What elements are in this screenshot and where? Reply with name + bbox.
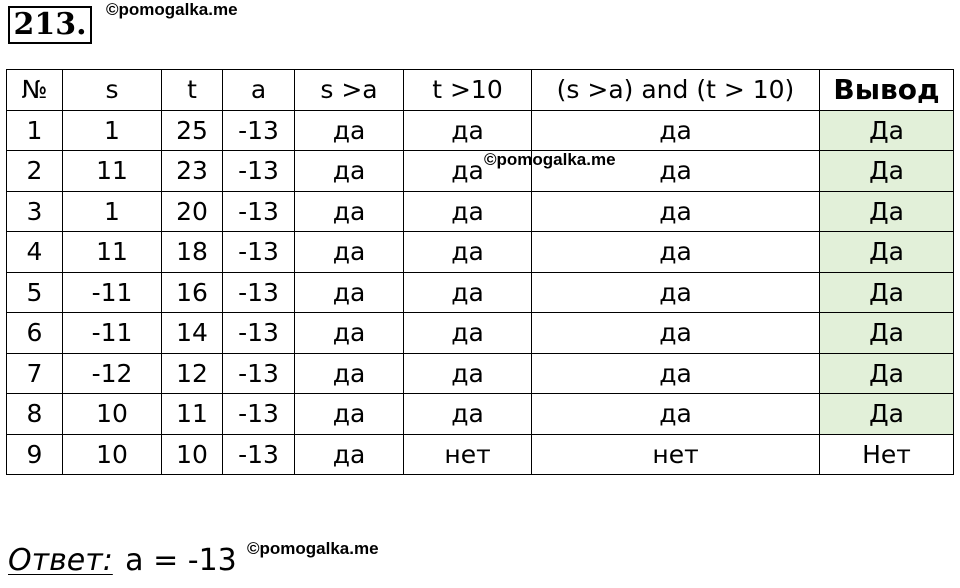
cell-number: 3 [7, 191, 63, 232]
cell-conclusion: Да [820, 394, 954, 435]
cell-t: 20 [162, 191, 223, 232]
cell-t-gt-10: нет [404, 434, 532, 475]
table-row [7, 353, 954, 394]
cell-conclusion: Да [820, 151, 954, 192]
cell-s-gt-a: да [295, 191, 404, 232]
header-t: t [162, 70, 223, 111]
cell-number: 9 [7, 434, 63, 475]
header-s-gt-a: s >a [295, 70, 404, 111]
cell-number: 5 [7, 272, 63, 313]
cell-t: 14 [162, 313, 223, 354]
cell-number: 4 [7, 232, 63, 273]
cell-a: -13 [223, 434, 295, 475]
cell-conclusion: Да [820, 353, 954, 394]
cell-conclusion: Да [820, 313, 954, 354]
cell-and: да [532, 313, 820, 354]
cell-number: 7 [7, 353, 63, 394]
cell-t-gt-10: да [404, 110, 532, 151]
watermark-middle: ©pomogalka.me [484, 150, 616, 169]
cell-conclusion: Да [820, 232, 954, 273]
cell-and: да [532, 191, 820, 232]
cell-s-gt-a: да [295, 434, 404, 475]
cell-s-gt-a: да [295, 272, 404, 313]
header-a: a [223, 70, 295, 111]
cell-and: нет [532, 434, 820, 475]
table-row [7, 110, 954, 151]
cell-and: да [532, 353, 820, 394]
answer-value: a = -13 [125, 543, 237, 578]
watermark-top: ©pomogalka.me [106, 0, 238, 19]
cell-and: да [532, 110, 820, 151]
header-s: s [63, 70, 162, 111]
cell-s: 10 [63, 394, 162, 435]
cell-t-gt-10: да [404, 394, 532, 435]
cell-t: 11 [162, 394, 223, 435]
cell-a: -13 [223, 151, 295, 192]
cell-t: 16 [162, 272, 223, 313]
cell-s: 1 [63, 110, 162, 151]
table-row [7, 434, 954, 475]
answer-label: Ответ: [8, 543, 113, 578]
cell-number: 2 [7, 151, 63, 192]
cell-conclusion: Нет [820, 434, 954, 475]
cell-t: 18 [162, 232, 223, 273]
cell-a: -13 [223, 394, 295, 435]
cell-t: 25 [162, 110, 223, 151]
cell-t-gt-10: да [404, 232, 532, 273]
cell-s: 10 [63, 434, 162, 475]
cell-number: 8 [7, 394, 63, 435]
table-row [7, 232, 954, 273]
table-row [7, 394, 954, 435]
cell-s-gt-a: да [295, 110, 404, 151]
table-row [7, 313, 954, 354]
header-conclusion: Вывод [820, 70, 954, 111]
cell-s: -11 [63, 272, 162, 313]
cell-s-gt-a: да [295, 313, 404, 354]
cell-s-gt-a: да [295, 353, 404, 394]
cell-t-gt-10: да [404, 272, 532, 313]
cell-s: 11 [63, 232, 162, 273]
cell-t-gt-10: да [404, 353, 532, 394]
problem-number: 213. [8, 6, 92, 44]
cell-conclusion: Да [820, 191, 954, 232]
cell-t-gt-10: да [404, 313, 532, 354]
cell-a: -13 [223, 232, 295, 273]
answer-line [8, 543, 237, 578]
cell-number: 6 [7, 313, 63, 354]
cell-conclusion: Да [820, 110, 954, 151]
cell-t: 23 [162, 151, 223, 192]
truth-table [6, 69, 954, 475]
cell-conclusion: Да [820, 272, 954, 313]
table-row [7, 191, 954, 232]
cell-a: -13 [223, 313, 295, 354]
header-t-gt-10: t >10 [404, 70, 532, 111]
cell-t: 10 [162, 434, 223, 475]
cell-s-gt-a: да [295, 151, 404, 192]
cell-t: 12 [162, 353, 223, 394]
watermark-bottom: ©pomogalka.me [247, 539, 379, 558]
cell-and: да [532, 272, 820, 313]
cell-s-gt-a: да [295, 232, 404, 273]
cell-t-gt-10: да [404, 151, 532, 192]
cell-a: -13 [223, 110, 295, 151]
cell-and: да [532, 232, 820, 273]
table-header-row [7, 70, 954, 111]
cell-a: -13 [223, 191, 295, 232]
cell-and: да [532, 151, 820, 192]
table-row [7, 272, 954, 313]
header-number: № [7, 70, 63, 111]
cell-number: 1 [7, 110, 63, 151]
cell-s: -12 [63, 353, 162, 394]
cell-a: -13 [223, 353, 295, 394]
cell-s-gt-a: да [295, 394, 404, 435]
table-row [7, 151, 954, 192]
cell-and: да [532, 394, 820, 435]
cell-s: 1 [63, 191, 162, 232]
cell-t-gt-10: да [404, 191, 532, 232]
cell-a: -13 [223, 272, 295, 313]
header-and: (s >a) and (t > 10) [532, 70, 820, 111]
cell-s: 11 [63, 151, 162, 192]
cell-s: -11 [63, 313, 162, 354]
